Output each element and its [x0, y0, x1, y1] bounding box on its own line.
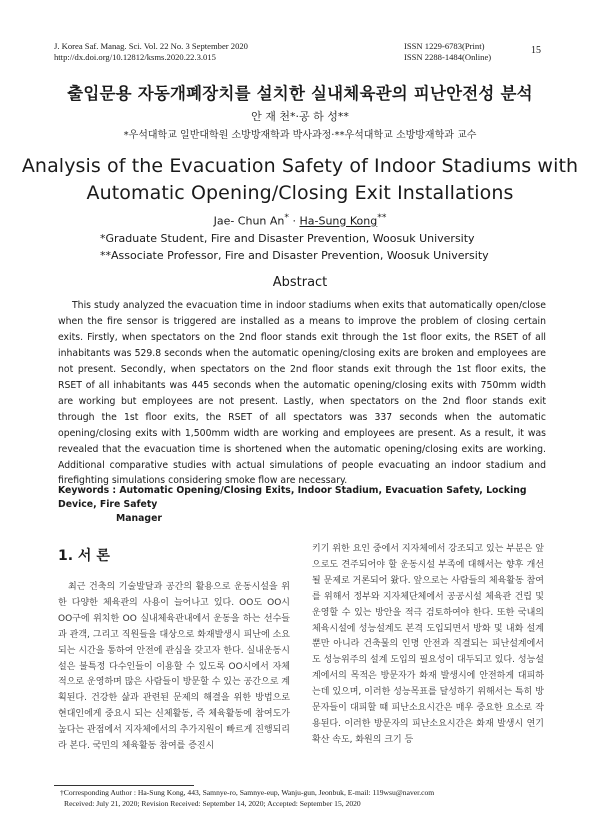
footnote — [60, 787, 550, 809]
author-2-mark: ** — [377, 212, 387, 223]
author-1-mark: * — [284, 212, 289, 223]
corresponding-author-note: †Corresponding Author : Ha-Sung Kong, 443, Samnye-ro, Samnye-eup, Wanju-gun, Jeonbuk, E-mail: 119wsu@naver.com — [60, 788, 435, 797]
doi-link[interactable]: http://dx.doi.org/10.12812/ksms.2020.22.3.015 — [54, 52, 216, 62]
english-authors — [0, 212, 600, 228]
abstract-heading: Abstract — [272, 275, 328, 290]
journal-header — [54, 41, 248, 63]
keywords-list-line2: Manager — [116, 513, 162, 524]
keywords — [58, 484, 546, 526]
korean-title: 출입문용 자동개폐장치를 설치한 실내체육관의 피난안전성 분석 — [67, 84, 533, 103]
issn-block — [404, 41, 491, 63]
affiliation-1: *Graduate Student, Fire and Disaster Prevention, Woosuk University — [100, 232, 475, 245]
keywords-label: Keywords : — [58, 485, 120, 496]
author-2-corresponding: Ha-Sung Kong — [299, 214, 378, 228]
intro-right-column: 키기 위한 요인 중에서 지자체에서 강조되고 있는 부분은 앞으로도 견주되어야 할 운동시설 부족에 대해서는 향후 개선될 문제로 거론되어 왔다. 앞으로는 사람들의 체육활동 참여를 위해서 정부와 지자체단체에서 공공시설 체육관 건립 및 운영할 수 있는 방안을 적극 검토하여야 한다. 또한 국내의 체육시설에 성능설계도 본격 도입되면서 방화 및 내화 설계뿐만 아니라 건축물의 인명 안전과 직결되는 피난설계에서도 성능위주의 설계 도입의 필요성이 대두되고 있다. 성능설계에서의 목적은 방문자가 화재 발생시에 안전하게 대피하는데 있으며, 이러한 성능목표를 달성하기 위해서는 특히 방문자들이 대피할 때 피난소요시간은 매우 중요한 요소로 작용된다. 이러한 방문자의 피난소요시간은 화재 발생시 연기 확산 속도, 화원의 크기 등 — [312, 544, 544, 745]
korean-affiliation: *우석대학교 일반대학원 소방방재학과 박사과정·**우석대학교 소방방재학과 교수 — [123, 130, 477, 141]
korean-authors: 안 재 천*·공 하 성** — [251, 110, 349, 123]
footnote-divider — [54, 785, 194, 786]
affiliation-2: **Associate Professor, Fire and Disaster Prevention, Woosuk University — [100, 249, 489, 262]
english-affiliations — [100, 230, 540, 264]
english-title-line2: Automatic Opening/Closing Exit Installations — [86, 182, 514, 204]
keywords-list-line1: Automatic Opening/Closing Exits, Indoor Stadium, Evacuation Safety, Locking Device, Fire Safety — [58, 485, 527, 510]
issn-print: ISSN 1229-6783(Print) — [404, 41, 485, 51]
page-number: 15 — [531, 45, 541, 56]
english-title — [0, 153, 600, 207]
author-separator: · — [288, 214, 300, 228]
intro-left-column: 최근 건축의 기술발달과 공간의 활용으로 운동시설을 위한 다양한 체육관의 사용이 늘어나고 있다. OO도 OO시 OO구에 위치한 OO 실내체육관내에서 운동을 하는 선수들과 관객, 그리고 직원들을 대상으로 화재발생시 피난에 소요되는 시간을 통하여 안전에 관심을 갖고자 한다. 실내운동시설은 불특정 다수인들이 이용할 수 있도록 OO시에서 자체적으로 운영하며 많은 사람들이 방문할 수 있는 공간으로 계획된다. 건강한 삶과 관련된 문제의 해결을 위한 방법으로 현대인에게 중요시 되는 신체활동, 즉 체육활동에 참여도가 높다는 관점에서 지자체에서의 추가지원이 빠르게 진행되리라 본다. 국민의 체육활동 참여를 증진시 — [58, 582, 290, 752]
author-1: Jae- Chun An — [213, 214, 285, 228]
received-dates: Received: July 21, 2020; Revision Received: September 14, 2020; Accepted: September 15, 2020 — [64, 799, 361, 808]
abstract-body: This study analyzed the evacuation time in indoor stadiums when exits that automatically open/close when the fire sensor is triggered are installed as a means to improve the problem of closing certain exits. Firstly, when spectators on the 2nd floor stands exit through the 1st floor exits, the RSET of all inhabitants was 529.8 seconds when the automatic opening/closing exits are broken and employees are not present. Secondly, when spectators on the 2nd floor stands exit through the 1st floor exits, the RSET of all inhabitants was 445 seconds when the automatic opening/closing exits with 750mm width are working but employees are not present. Lastly, when spectators on the 2nd floor stands exit through the 1st floor exits, the RSET of all spectators was 337 seconds when the automatic opening/closing exits with 1,500mm width are working and employees are present. As a result, it was revealed that the evacuation time is shortened when the automatic opening/closing exits are working. Additional comparative studies with actual simulations of people evacuating an indoor stadium and firefighting simulations considering smoke flow are necessary. — [58, 300, 546, 487]
journal-citation: J. Korea Saf. Manag. Sci. Vol. 22 No. 3 September 2020 — [54, 41, 248, 51]
section-heading-introduction: 1. 서 론 — [58, 548, 110, 564]
english-title-line1: Analysis of the Evacuation Safety of Indoor Stadiums with — [21, 155, 579, 177]
issn-online: ISSN 2288-1484(Online) — [404, 52, 492, 62]
